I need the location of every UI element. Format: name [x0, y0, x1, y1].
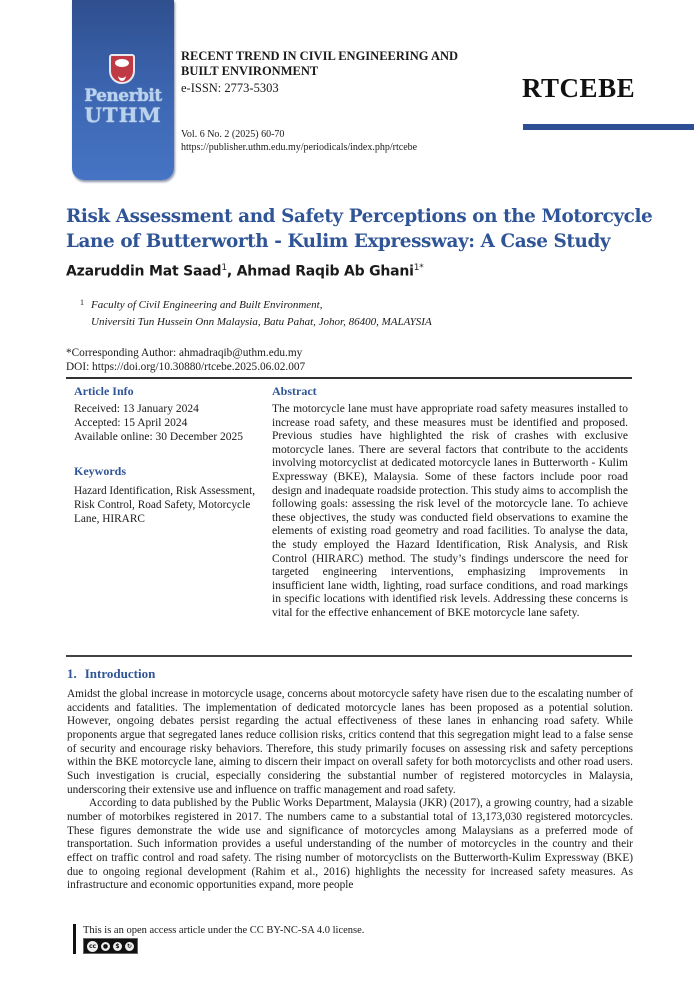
cc-by-icon: ●: [100, 941, 111, 952]
abstract-heading: Abstract: [272, 384, 317, 398]
uthm-crest-icon: [109, 54, 135, 84]
accepted-date: Accepted: 15 April 2024: [74, 417, 188, 429]
doi-link[interactable]: DOI: https://doi.org/10.30880/rtcebe.2025.06.02.007: [66, 361, 306, 373]
keywords-list: Hazard Identification, Risk Assessment, Risk Control, Road Safety, Motorcycle Lane, HIRARC: [74, 485, 256, 525]
volume-info: [181, 128, 417, 154]
article-dates: [74, 402, 243, 444]
section-divider: [66, 655, 632, 657]
author-list: [66, 263, 424, 280]
logo-text-uthm: UTHM: [84, 103, 162, 127]
section-title: Introduction: [84, 666, 156, 681]
abstract-text: The motorcycle lane must have appropriate road safety measures installed to increase road safety, and these measures must be identified and proposed. Previous studies have highlighted the risk of crashes with exclusive motorcycle lanes. There are several factors that contribute to the accidents involving motorcyclist at dedicated motorcycle lanes in Butterworth - Kulim Expressway (BKE), Malaysia. Some of these factors include poor road design and inadequate roadside protection. This study aims to accomplish the following goals: assessing the risk level of the motorcycle lane. To achieve these objectives, the study was conducted field observations to examine the elements of existing road geometry and road facilities. To analyse the data, the study employed the Hazard Identification, Risk Analysis, and Risk Control (HIRARC) method. The study’s findings underscore the need for targeted engineering interventions, emphasizing improvements in insufficient lane width, lighting, road surface conditions, and road markings in specific locations with identified risk levels. Addressing these concerns is vital for the effective enhancement of BKE motorcycle lane safety.: [272, 403, 628, 619]
introduction-body: [67, 688, 633, 893]
license-notice: [73, 924, 364, 954]
cc-icon: cc: [86, 940, 99, 953]
section-divider: [66, 377, 632, 379]
author-affil-marker: 1: [221, 263, 227, 273]
cc-sa-icon: ↻: [124, 941, 135, 952]
author-separator: ,: [226, 263, 237, 280]
author-name: Ahmad Raqib Ab Ghani: [236, 263, 414, 280]
affiliation-line: Faculty of Civil Engineering and Built Environment,: [91, 299, 323, 311]
accent-bar: [523, 124, 694, 130]
author-affil-marker: 1*: [413, 263, 424, 273]
affiliation: [80, 297, 432, 331]
section-number: 1.: [67, 666, 77, 681]
license-text: This is an open access article under the CC BY-NC-SA 4.0 license.: [83, 925, 365, 936]
journal-title: RECENT TREND IN CIVIL ENGINEERING AND BUILT ENVIRONMENT: [181, 49, 459, 78]
cc-license-badge[interactable]: [83, 938, 138, 954]
author-name: Azaruddin Mat Saad: [66, 263, 222, 280]
publisher-logo: [72, 0, 174, 180]
correspondence: [66, 346, 305, 374]
paper-title: Risk Assessment and Safety Perceptions on the Motorcycle Lane of Butterworth - Kulim Expressway: A Case Study: [66, 206, 653, 252]
introduction-heading: [67, 666, 155, 682]
cc-nc-icon: $: [112, 941, 123, 952]
keywords-heading: Keywords: [74, 464, 126, 478]
volume-number: Vol. 6 No. 2 (2025) 60-70: [181, 129, 285, 140]
affiliation-line: Universiti Tun Hussein Onn Malaysia, Batu Pahat, Johor, 86400, MALAYSIA: [91, 316, 432, 328]
article-info-heading: Article Info: [74, 384, 134, 398]
journal-acronym: RTCEBE: [522, 73, 636, 103]
affiliation-marker: 1: [80, 298, 84, 307]
received-date: Received: 13 January 2024: [74, 403, 199, 415]
journal-url[interactable]: https://publisher.uthm.edu.my/periodicals/index.php/rtcebe: [181, 142, 418, 153]
paragraph: Amidst the global increase in motorcycle usage, concerns about motorcycle safety have risen due to the escalating number of accidents and fatalities. The implementation of dedicated motorcycle lanes has been proposed as a potential solution. However, ongoing debates persist regarding the actual effectiveness of these lanes in enhancing road safety. While proponents argue that segregated lanes reduce collision risks, critics contend that this segregation might lead to a false sense of security and encourage risky behaviors. Therefore, this study primarily focuses on assessing risk and safety perceptions within the BKE motorcycle lane, aiming to discern their impact on overall safety for both motorcyclists and other road users. Such investigation is crucial, especially considering the substantial number of registered motorcycles in Malaysia, underscoring their extensive use and influence on traffic management and road safety.: [67, 688, 633, 796]
paragraph: According to data published by the Public Works Department, Malaysia (JKR) (2017), a growing country, had a sizable number of motorbikes registered in 2017. The numbers came to a substantial total of 13,173,030 registered motorcycles. These figures demonstrate the wide use and significance of motorcycles among Malaysians as a preferred mode of transportation. Such information provides a useful understanding of the number of motorcycles in the country and their effect on traffic control and road safety. The rising number of motorcyclists on the Butterworth-Kulim Expressway (BKE) due to ongoing regional development (Rahim et al., 2016) highlights the necessity for increased safety measures. As infrastructure and economic opportunities expand, more people: [67, 797, 633, 892]
corresponding-author: *Corresponding Author: ahmadraqib@uthm.edu.my: [66, 347, 303, 359]
logo-text-penerbit: Penerbit: [84, 86, 162, 106]
journal-issn: e-ISSN: 2773-5303: [181, 81, 279, 95]
online-date: Available online: 30 December 2025: [74, 431, 244, 443]
